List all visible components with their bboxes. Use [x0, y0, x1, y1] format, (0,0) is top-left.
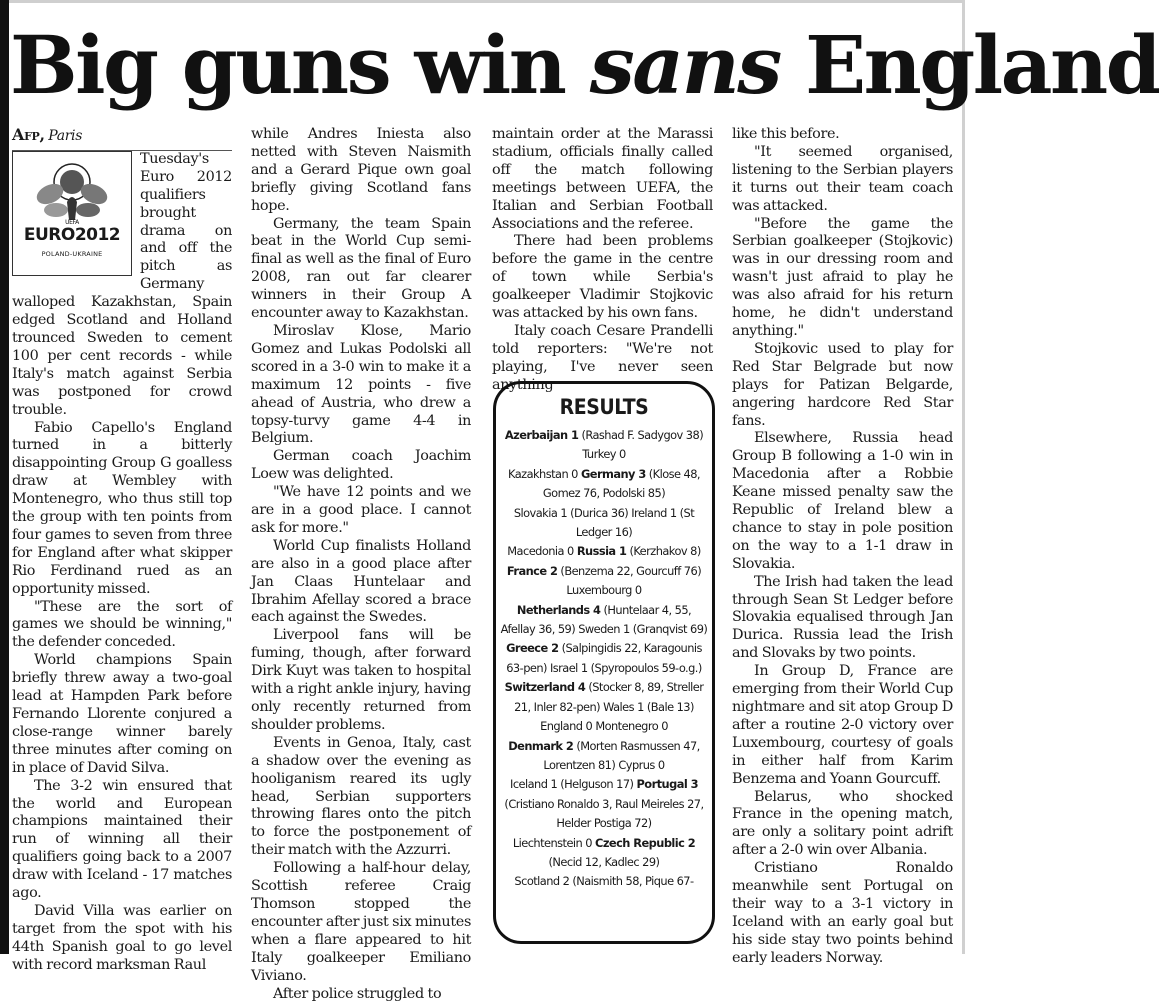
result-row	[500, 601, 708, 640]
result-row	[500, 426, 708, 465]
result-home: Switzerland 4	[505, 680, 586, 694]
result-home: Netherlands 4	[517, 603, 601, 617]
result-away: Cyprus 0	[618, 758, 664, 772]
paragraph: The 3-2 win ensured that the world and European champions maintained their run of winning all their qualifiers going back to a 2007 draw with Iceland - 17 matches ago.	[12, 778, 232, 903]
result-home-detail: (Durica 36)	[570, 506, 628, 520]
right-edge-bar	[962, 0, 965, 954]
article-column-2	[251, 126, 471, 952]
paragraph: There had been problems before the game in the centre of town while Serbia's goalkeeper Vladimir Stojkovic was attacked by his own fans.	[492, 233, 713, 323]
result-row	[500, 542, 708, 561]
headline: Big guns win sans England	[10, 6, 960, 124]
result-away-detail: (Kerzhakov 8)	[629, 544, 700, 558]
result-away-detail: (St Ledger 16)	[576, 506, 694, 539]
result-away: Germany 3	[581, 467, 646, 481]
result-row	[500, 834, 708, 873]
result-home-detail: (Salpingidis 22, Karagounis 63-pen)	[506, 641, 702, 674]
logo-wordmark: EURO2012	[24, 227, 120, 245]
result-away: Wales 1	[603, 700, 644, 714]
result-home-detail: (Stocker 8, 89, Streller 21, Inler 82-pen)	[514, 680, 703, 713]
article-column-4	[732, 126, 953, 952]
article-column-1	[12, 126, 232, 952]
top-rule	[0, 0, 965, 3]
result-away-detail: (Necid 12, Kadlec 29)	[549, 855, 660, 869]
result-home-detail: (Rashad F. Sadygov 38)	[581, 428, 703, 442]
result-home-detail: (Naismith 58, Pique 67-	[572, 874, 693, 888]
result-row	[500, 717, 708, 736]
result-home: Liechtenstein 0	[513, 836, 592, 850]
result-away-detail: (Granqvist 69)	[633, 622, 708, 636]
paragraph: Cristiano Ronaldo meanwhile sent Portugal on their way to a 3-1 victory in Iceland with an early goal but his side stay two points behind early leaders Norway.	[732, 860, 953, 967]
paragraph: Following a half-hour delay, Scottish referee Craig Thomson stopped the encounter after just six minutes when a flare appeared to hit Italy goalkeeper Emiliano Viviano.	[251, 860, 471, 985]
result-away-detail: (Klose 48, Gomez 76, Podolski 85)	[543, 467, 700, 500]
euro2012-logo	[12, 151, 132, 276]
paragraph: In Group D, France are emerging from their World Cup nightmare and sit atop Group D after a routine 2-0 victory over Luxembourg, courtesy of goals in either half from Karim Benzema and Yoann Gourcuff.	[732, 663, 953, 788]
result-away-detail: (Cristiano Ronaldo 3, Raul Meireles 27, Helder Postiga 72)	[504, 797, 703, 830]
paragraph: Events in Genoa, Italy, cast a shadow over the evening as hooliganism reared its ugly head, Serbian supporters throwing flares onto the pitch to force the postponement of their match with the Azzurri.	[251, 735, 471, 860]
result-home-detail: (Huntelaar 4, 55, Afellay 36, 59)	[501, 603, 691, 636]
paragraph: The Irish had taken the lead through Sean St Ledger before Slovakia equalised through Jan Durica. Russia lead the Irish and Slovaks by two points.	[732, 574, 953, 664]
result-home-detail: (Benzema 22, Gourcuff 76)	[560, 564, 701, 578]
result-away: Turkey 0	[582, 447, 626, 461]
result-away: Czech Republic 2	[595, 836, 695, 850]
result-home: Kazakhstan 0	[508, 467, 578, 481]
result-row	[500, 872, 708, 891]
paragraph: "Before the game the Serbian goalkeeper (Stojkovic) was in our dressing room and wasn't just afraid to play he was also afraid for his return home, he didn't understand anything."	[732, 216, 953, 341]
paragraph: Germany, the team Spain beat in the World Cup semi-final as well as the final of Euro 2008, ran out far clearer winners in their Group A encounter away to Kazakhstan.	[251, 216, 471, 323]
paragraph: while Andres Iniesta also netted with Steven Naismith and a Gerard Pique own goal briefly giving Scotland fans hope.	[251, 126, 471, 216]
result-home: Macedonia 0	[507, 544, 573, 558]
result-home: Denmark 2	[508, 739, 573, 753]
paragraph: like this before.	[732, 126, 953, 144]
result-row	[500, 737, 708, 776]
result-home-detail: (Morten Rasmussen 47, Lorentzen 81)	[543, 739, 699, 772]
logo-subtitle: POLAND-UKRAINE	[42, 246, 103, 264]
result-away: Israel 1	[550, 661, 588, 675]
result-row	[500, 504, 708, 543]
paragraph: Miroslav Klose, Mario Gomez and Lukas Podolski all scored in a 3-0 win to make it a maximum 12 points - five ahead of Austria, who drew a topsy-turvy game 4-4 in Belgium.	[251, 323, 471, 448]
paragraph: German coach Joachim Loew was delighted.	[251, 448, 471, 484]
results-list	[500, 426, 708, 892]
result-away: Montenegro 0	[595, 719, 668, 733]
left-edge-bar	[0, 0, 9, 954]
paragraph: After police struggled to	[251, 986, 471, 1003]
svg-text:UEFA: UEFA	[65, 219, 80, 226]
result-home: France 2	[507, 564, 557, 578]
result-home: Greece 2	[506, 641, 558, 655]
result-row	[500, 775, 708, 833]
result-away-detail: (Spyropoulos 59-o.g.)	[591, 661, 702, 675]
result-away: Russia 1	[577, 544, 627, 558]
result-row	[500, 562, 708, 601]
paragraph: World Cup finalists Holland are also in a good place after Jan Claas Huntelaar and Ibrahim Afellay scored a brace each against the Swedes.	[251, 538, 471, 628]
byline: Afp, Paris	[12, 126, 232, 151]
paragraph: Elsewhere, Russia head Group B following a 1-0 win in Macedonia after a Robbie Keane missed penalty saw the Republic of Ireland blew a chance to stay in pole position on the way to a 1-1 draw in Slovakia.	[732, 430, 953, 573]
result-away: Ireland 1	[631, 506, 676, 520]
result-home: Slovakia 1	[514, 506, 567, 520]
article-column-3	[492, 126, 713, 376]
result-away: Luxembourg 0	[566, 583, 641, 597]
paragraph: David Villa was earlier on target from the spot with his 44th Spanish goal to go level with record marksman Raul	[12, 903, 232, 975]
paragraph: "It seemed organised, listening to the Serbian players it turns out their team coach was attacked.	[732, 144, 953, 216]
result-home: Iceland 1	[510, 777, 557, 791]
result-row	[500, 678, 708, 717]
results-box	[493, 381, 715, 944]
paragraph: "These are the sort of games we should be winning," the defender conceded.	[12, 599, 232, 653]
paragraph: Fabio Capello's England turned in a bitterly disappointing Group G goalless draw at Wembley with Montenegro, who thus still top the group with ten points from four games to seven from three for England after what skipper Rio Ferdinand rued as an opportunity missed.	[12, 420, 232, 599]
paragraph: "We have 12 points and we are in a good place. I cannot ask for more."	[251, 484, 471, 538]
result-home: England 0	[540, 719, 592, 733]
paragraph: Belarus, who shocked France in the opening match, are only a solitary point adrift after a 2-0 win over Albania.	[732, 789, 953, 861]
result-row	[500, 465, 708, 504]
paragraph: Liverpool fans will be fuming, though, after forward Dirk Kuyt was taken to hospital with a right ankle injury, having only recently returned from shoulder problems.	[251, 627, 471, 734]
result-home: Azerbaijan 1	[505, 428, 579, 442]
result-away: Portugal 3	[637, 777, 698, 791]
euro-trophy-logo-icon	[24, 158, 120, 226]
result-home: Scotland 2	[514, 874, 569, 888]
paragraph: Stojkovic used to play for Red Star Belgrade but now plays for Patizan Belgarde, angering hardcore Red Star fans.	[732, 341, 953, 431]
results-title: RESULTS	[510, 392, 697, 422]
paragraph: World champions Spain briefly threw away a two-goal lead at Hampden Park before Fernando Llorente conjured a close-range winner barely three minutes after coming on in place of David Silva.	[12, 652, 232, 777]
paragraph: Italy coach Cesare Prandelli told reporters: "We're not playing, I've never seen anything	[492, 323, 713, 395]
result-away-detail: (Bale 13)	[647, 700, 694, 714]
result-home-detail: (Helguson 17)	[560, 777, 633, 791]
paragraph: maintain order at the Marassi stadium, officials finally called off the match following meetings between UEFA, the Italian and Serbian Football Associations and the referee.	[492, 126, 713, 233]
result-away: Sweden 1	[578, 622, 629, 636]
paragraph: Tuesday's Euro 2012 qualifiers brought drama on and off the pitch as Germany walloped Kazakhstan, Spain edged Scotland and Holland trounced Sweden to cement 100 per cent records - while Italy's match against Serbia was postponed for crowd trouble.	[12, 151, 232, 420]
result-row	[500, 639, 708, 678]
